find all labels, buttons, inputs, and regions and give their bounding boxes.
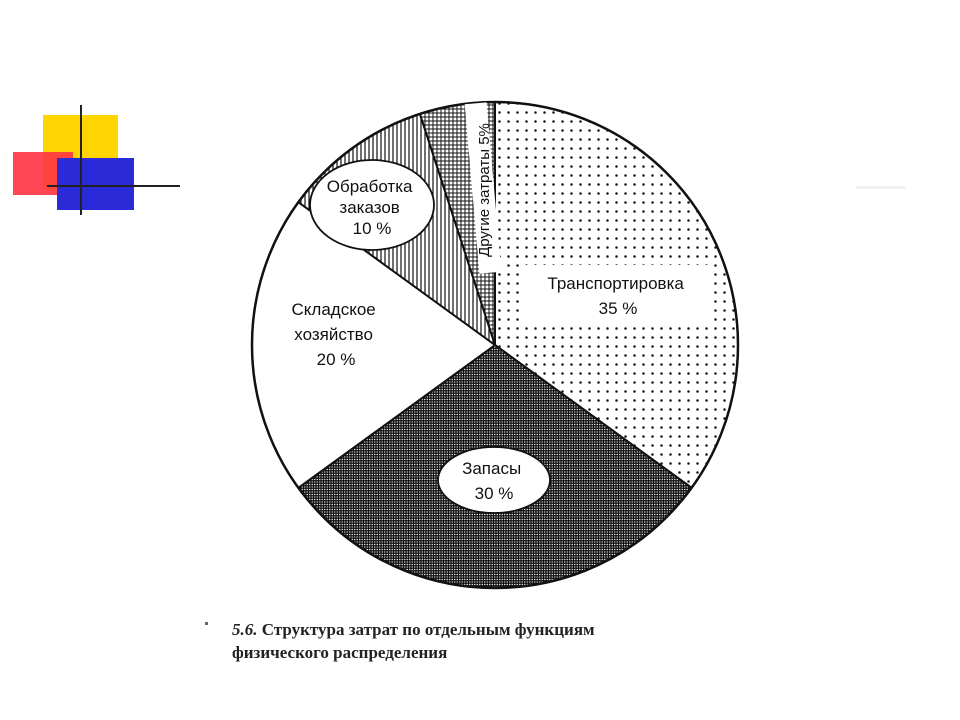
slice-label-line: хозяйство — [294, 325, 373, 344]
slice-label-line: Запасы — [462, 459, 522, 478]
slice-label-line: 10 % — [352, 219, 392, 238]
slice-label-line: 20 % — [316, 350, 356, 369]
slice-label-line: Транспортировка — [547, 274, 684, 293]
slice-label-line: Обработка — [326, 177, 413, 196]
slice-label-line: заказов — [339, 198, 400, 217]
slice-label-line: 35 % — [598, 299, 638, 318]
slice-label-line: 30 % — [474, 484, 514, 503]
figure-caption — [232, 618, 752, 664]
label-bubble-inventory — [438, 447, 550, 513]
slice-label-line: Складское — [291, 300, 376, 319]
slice-label-other: Другие затраты 5% — [476, 123, 493, 257]
stray-dot — [205, 622, 208, 625]
caption-number: 5.6. — [232, 620, 258, 639]
caption-text-line2: физического распределения — [232, 643, 448, 662]
caption-text-line1: Структура затрат по отдельным функциям — [261, 620, 595, 639]
